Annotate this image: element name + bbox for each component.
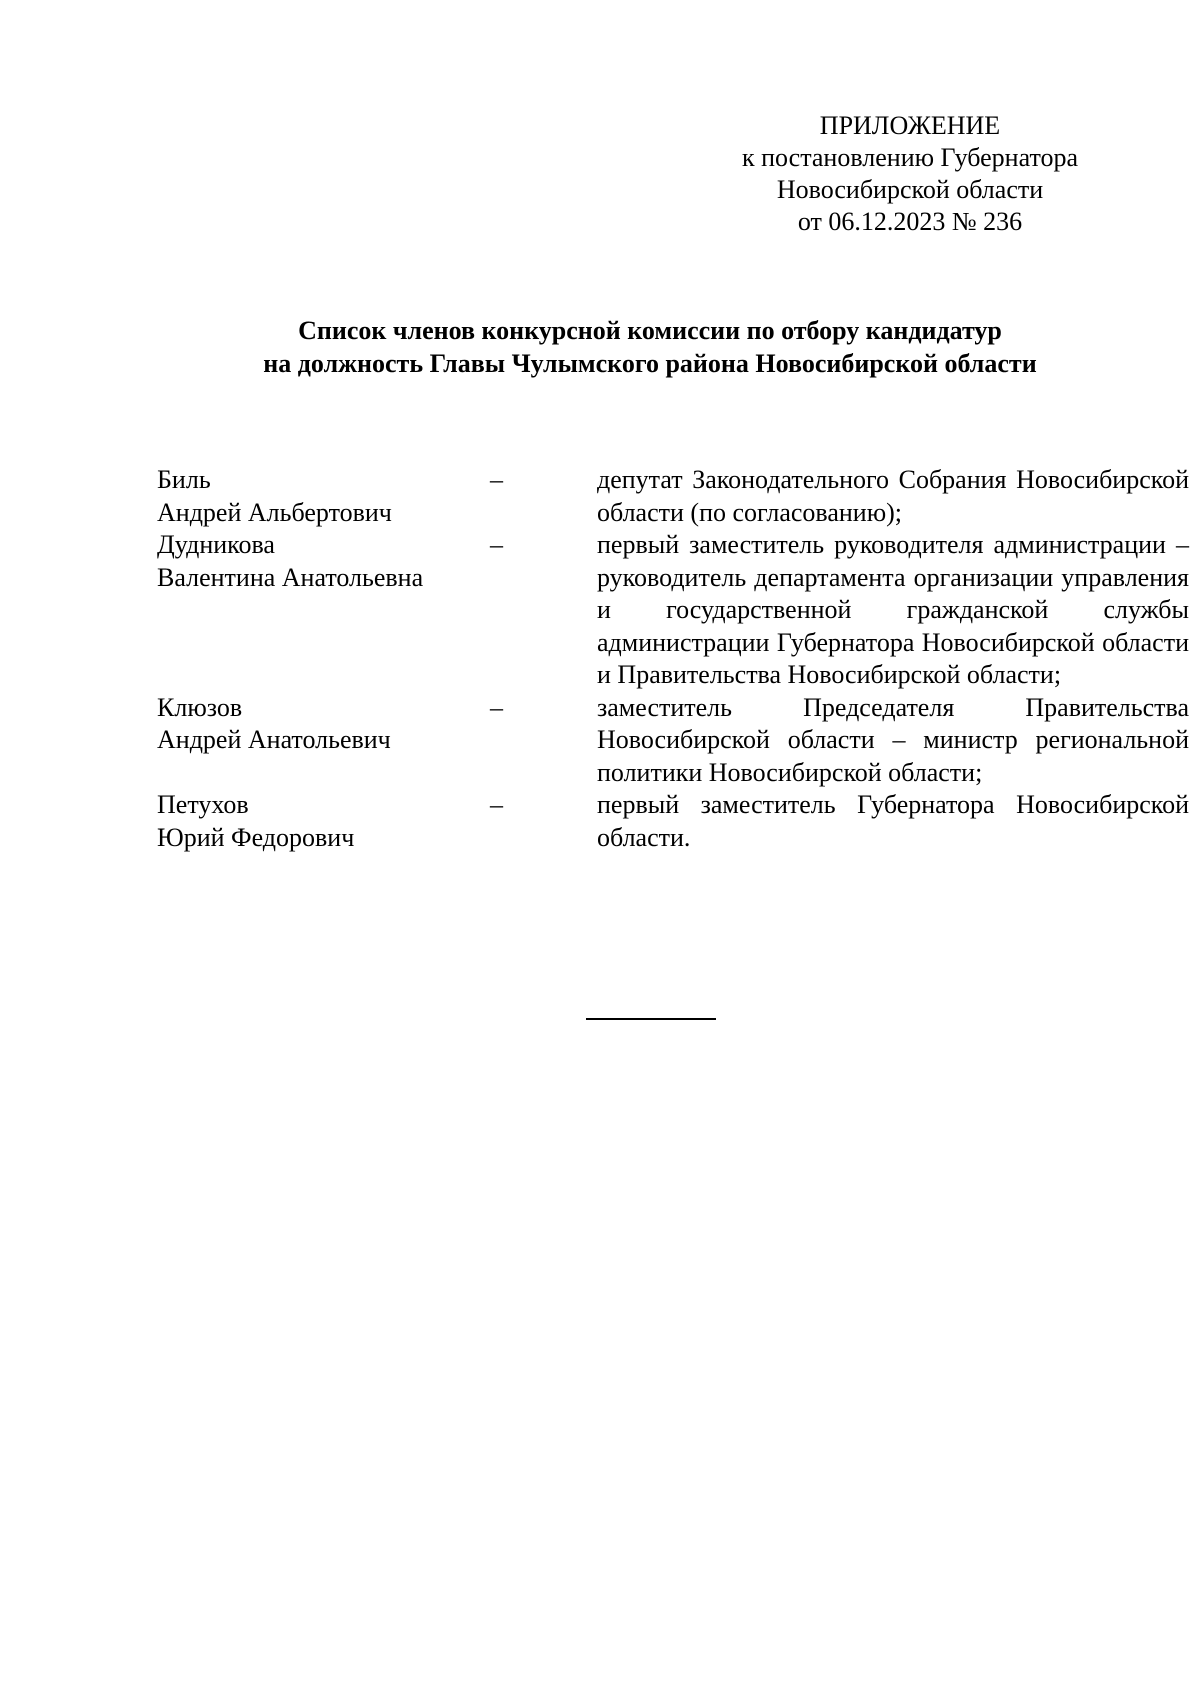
appendix-reference: к постановлению Губернатора	[741, 143, 1079, 172]
appendix-region: Новосибирской области	[776, 175, 1044, 204]
appendix-block	[700, 110, 1120, 238]
title-line-1: Список членов конкурсной комиссии по отбору кандидатур	[298, 316, 1002, 345]
member-name	[157, 529, 487, 692]
member-row	[157, 692, 1189, 790]
member-position: заместитель Председателя Правительства Новосибирской области – министр региональной политики Новосибирской области;	[597, 692, 1189, 787]
document-title	[100, 314, 1200, 380]
closing-rule	[586, 1018, 716, 1020]
member-dash: –	[490, 530, 503, 559]
member-row	[157, 464, 1189, 529]
member-position: первый заместитель руководителя администрации – руководитель департамента организации управления и государственной гражданской службы администрации Губернатора Новосибирской области и Правительства Новосибирской области;	[597, 530, 1189, 689]
member-name	[157, 464, 487, 529]
title-line-2: на должность Главы Чулымского района Новосибирской области	[263, 349, 1037, 378]
member-position: первый заместитель Губернатора Новосибирской области.	[597, 790, 1189, 852]
member-name	[157, 789, 487, 854]
member-surname: Биль	[157, 465, 211, 494]
appendix-heading: ПРИЛОЖЕНИЕ	[819, 111, 1001, 140]
member-dash: –	[490, 692, 503, 722]
member-surname: Петухов	[157, 790, 249, 819]
member-given-name: Андрей Анатольевич	[157, 725, 391, 754]
member-row	[157, 529, 1189, 692]
member-dash: –	[490, 465, 503, 494]
member-given-name: Юрий Федорович	[157, 822, 355, 852]
member-given-name: Андрей Альбертович	[157, 497, 392, 527]
member-surname: Клюзов	[157, 692, 243, 722]
member-dash: –	[490, 790, 503, 819]
appendix-date-number: от 06.12.2023 № 236	[797, 207, 1023, 236]
member-row	[157, 789, 1189, 854]
member-surname: Дудникова	[157, 530, 275, 559]
member-given-name: Валентина Анатольевна	[157, 562, 424, 592]
member-name	[157, 692, 487, 790]
member-position: депутат Законодательного Собрания Новосибирской области (по согласованию);	[597, 465, 1189, 527]
members-list	[157, 464, 1189, 854]
